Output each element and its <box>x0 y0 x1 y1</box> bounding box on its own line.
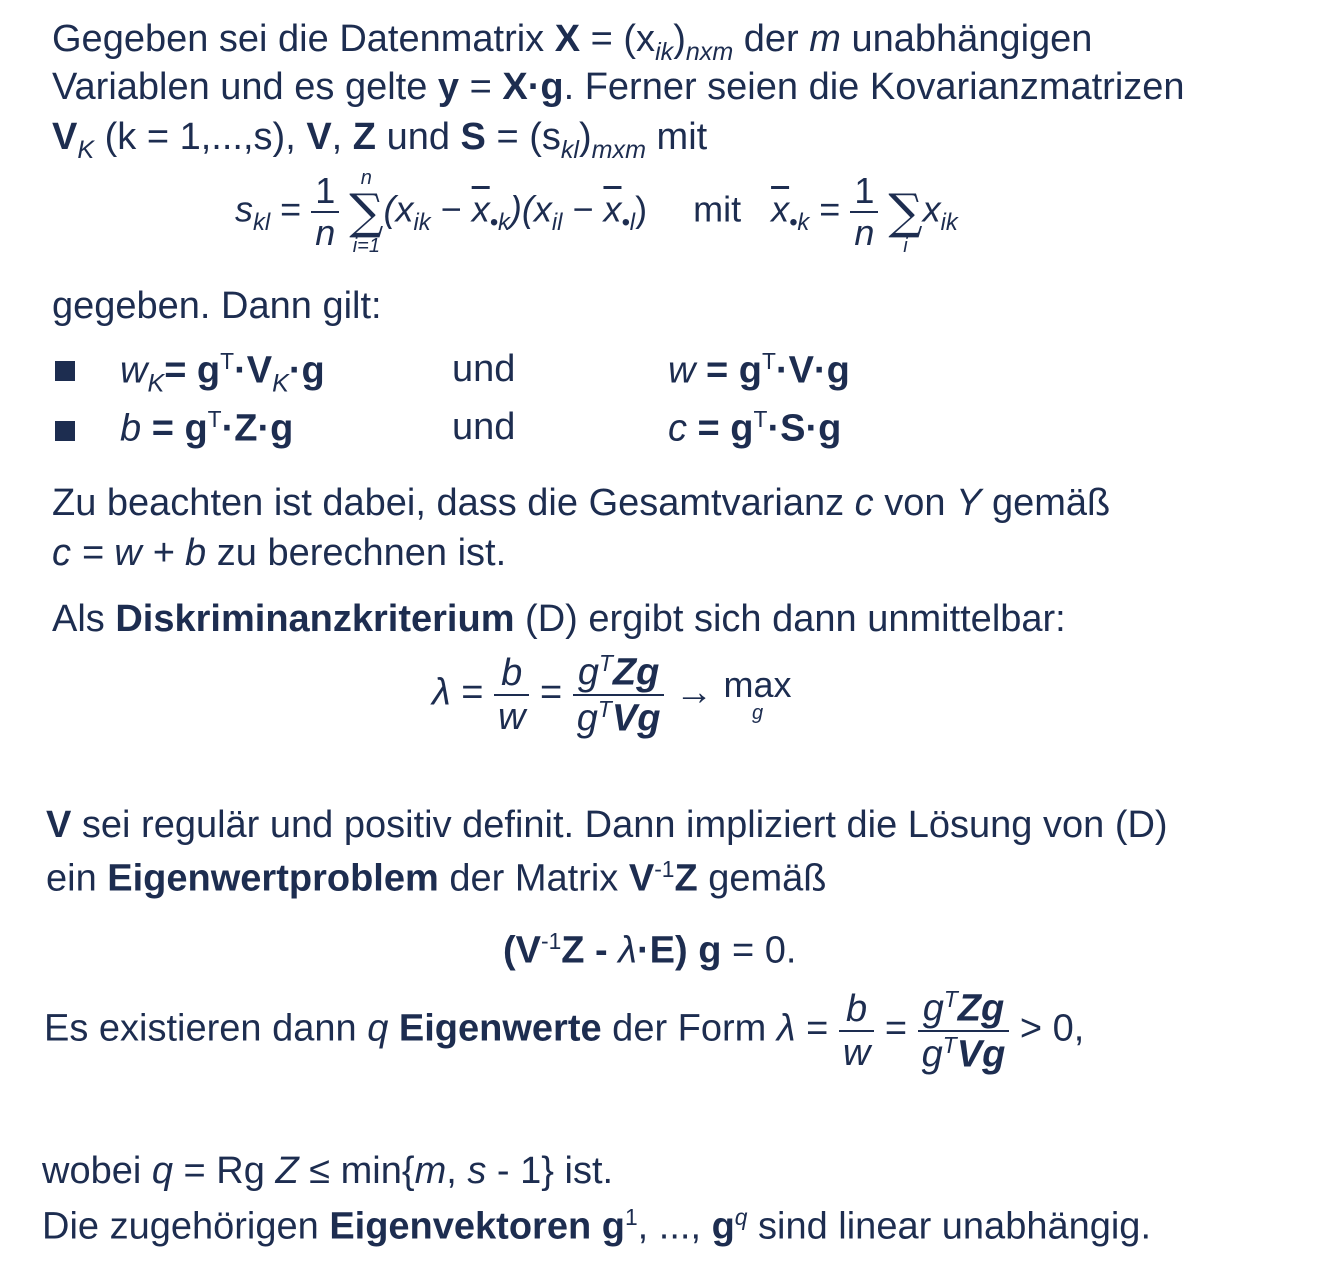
text: , <box>331 116 353 158</box>
text: = (x <box>580 18 656 60</box>
product-Xg: X·g <box>502 66 564 108</box>
numerator: 1 <box>854 170 875 211</box>
text: unabhängigen <box>840 18 1093 60</box>
bullet-row-2 <box>55 410 75 448</box>
subscript: il <box>551 208 563 236</box>
text: ) <box>635 188 648 230</box>
matrix-X: X <box>554 18 581 60</box>
subscript: kl <box>560 135 579 164</box>
exist-line <box>44 986 1085 1076</box>
gegeben-line: gegeben. Dann gilt: <box>52 285 382 327</box>
text: = <box>270 188 312 230</box>
row2-und: und <box>452 406 516 448</box>
text: (k = 1,...,s), <box>94 116 307 158</box>
text: x <box>922 188 941 230</box>
max: max <box>723 663 792 705</box>
intro-line-1 <box>52 20 1092 65</box>
numerator: b <box>501 651 523 694</box>
subscript: ik <box>413 208 431 236</box>
text: = <box>459 66 503 108</box>
bullet-square-icon <box>55 361 75 381</box>
superscript: T <box>220 348 235 374</box>
text: Die zugehörigen <box>42 1205 330 1248</box>
vector-g: g <box>601 1205 625 1248</box>
bullet-row-1 <box>55 350 75 388</box>
var-c: c <box>854 482 874 524</box>
text: mit <box>645 116 708 158</box>
text: > 0, <box>1009 1007 1085 1050</box>
lambda-formula <box>432 650 792 740</box>
matrix-S: S <box>460 116 486 158</box>
equation: c = w + b <box>52 532 207 574</box>
text: ≤ min{ <box>298 1150 415 1192</box>
matrix-V: V <box>46 804 72 846</box>
matrix-V: V <box>52 116 78 158</box>
denominator: n <box>850 211 878 251</box>
g: g <box>576 697 598 740</box>
g: g <box>921 1033 943 1076</box>
subscript: •k <box>489 208 510 236</box>
numerator <box>919 988 1009 1030</box>
criterion-line <box>52 600 1066 638</box>
text: ·V·g <box>775 349 850 392</box>
text: wobei <box>42 1150 152 1192</box>
bullet-square-icon <box>55 421 75 441</box>
subscript: K <box>272 369 289 398</box>
intro-line-2 <box>52 68 1185 106</box>
text: = g <box>141 407 208 450</box>
var-s: s <box>235 188 253 230</box>
numerator: b <box>846 987 868 1030</box>
text: = Rg <box>172 1150 276 1192</box>
text: = <box>450 671 495 714</box>
text: gemäß <box>697 857 827 900</box>
vector-y: y <box>437 66 460 108</box>
text <box>388 1008 399 1050</box>
vector-g: g <box>698 929 722 972</box>
row2-right <box>668 408 841 448</box>
superscript: 1 <box>624 1204 638 1230</box>
matrix-V: V <box>306 116 332 158</box>
text: = <box>529 671 573 714</box>
text: = <box>795 1007 839 1050</box>
text: der <box>733 18 810 60</box>
var-m: m <box>809 18 841 60</box>
fraction-1-n <box>850 170 878 253</box>
numerator: 1 <box>315 170 336 211</box>
subscript: K <box>77 135 95 164</box>
text: der Form <box>601 1007 777 1050</box>
lambda: λ <box>432 671 451 714</box>
text: Gegeben sei die Datenmatrix <box>52 18 555 60</box>
superscript: T <box>597 695 612 722</box>
text: mit <box>693 188 742 230</box>
superscript: T <box>943 986 958 1012</box>
max-sub: g <box>751 701 764 724</box>
fraction-b-w <box>494 651 529 738</box>
fraction-gZg-gVg <box>573 650 665 740</box>
var-c: c <box>668 407 687 450</box>
text: Es existieren dann <box>44 1007 368 1050</box>
sum-lower: i <box>903 235 908 257</box>
term-eigenvektoren: Eigenvektoren <box>329 1205 592 1248</box>
text: = g <box>695 349 762 392</box>
term-diskriminanzkriterium: Diskriminanzkriterium <box>115 598 515 640</box>
text: sei regulär und positiv definit. Dann impliziert die Lösung von (D) <box>71 804 1168 846</box>
text: , ..., <box>637 1205 712 1248</box>
g: g <box>922 987 944 1030</box>
superscript: -1 <box>541 928 562 954</box>
var-m: m <box>414 1150 447 1192</box>
text: = g <box>164 349 221 392</box>
text: gemäß <box>981 482 1111 524</box>
superscript: T <box>598 650 613 676</box>
var-q: q <box>151 1150 173 1192</box>
formula-skl <box>235 168 958 256</box>
Zg: Zg <box>957 987 1005 1030</box>
text: = <box>874 1007 918 1050</box>
lambda: λ <box>776 1007 796 1050</box>
var-b: b <box>120 407 142 450</box>
text: - 1} ist. <box>486 1150 614 1192</box>
xbar: $\overline{x}$ <box>771 188 790 230</box>
note-line-2 <box>52 534 506 572</box>
text: , <box>446 1150 468 1192</box>
regular-line-2 <box>46 858 827 898</box>
note-line-1 <box>52 484 1110 522</box>
text: = (s <box>485 116 561 158</box>
text: Zu beachten ist dabei, dass die Gesamtvarianz <box>52 482 855 524</box>
xbar: $\overline{x}$ <box>471 188 490 230</box>
text: − <box>430 188 472 230</box>
text: ·g <box>288 349 325 392</box>
subscript: K <box>147 369 165 398</box>
text: ) <box>673 18 686 60</box>
var-w: w <box>668 349 696 392</box>
text: = g <box>687 407 754 450</box>
text: = <box>809 188 851 230</box>
subscript: •l <box>621 208 636 236</box>
matrix-Z: Z <box>674 857 698 900</box>
g: g <box>577 651 599 694</box>
subscript: ik <box>940 208 958 236</box>
subscript: nxm <box>685 37 734 66</box>
Vg: Vg <box>611 697 661 740</box>
text: ·Z·g <box>221 407 294 450</box>
text: (V <box>503 929 541 972</box>
text: ·V <box>234 349 273 392</box>
text <box>591 1206 602 1248</box>
text: und <box>376 116 461 158</box>
superscript: T <box>207 406 222 432</box>
var-q: q <box>367 1007 389 1050</box>
denominator: w <box>839 1030 874 1072</box>
arrow: → <box>664 671 724 714</box>
superscript: T <box>761 348 776 374</box>
subscript: kl <box>253 208 271 236</box>
subscript: mxm <box>591 135 646 164</box>
term-eigenwerte: Eigenwerte <box>398 1007 602 1050</box>
text: Als <box>52 598 116 640</box>
text: von <box>873 482 957 524</box>
text: Variablen und es gelte <box>52 66 438 108</box>
row1-und: und <box>452 348 516 390</box>
denominator: n <box>311 211 339 251</box>
regular-line-1 <box>46 806 1168 844</box>
sum-symbol <box>888 168 922 256</box>
text: )(x <box>509 188 552 230</box>
text: ) <box>579 116 592 158</box>
Vg: Vg <box>956 1033 1006 1076</box>
term-eigenwertproblem: Eigenwertproblem <box>107 857 439 900</box>
var-w: w <box>120 349 148 392</box>
superscript: -1 <box>654 856 675 882</box>
sum-symbol <box>349 168 383 256</box>
intro-line-3 <box>52 118 707 163</box>
denominator <box>573 694 665 738</box>
last-line <box>42 1206 1151 1246</box>
text: sind linear unabhängig. <box>747 1205 1151 1248</box>
vector-g: g <box>711 1205 735 1248</box>
matrix-Z: Z <box>352 116 377 158</box>
fraction-1-n <box>311 170 339 253</box>
Zg: Zg <box>612 651 660 694</box>
row1-left <box>120 350 325 397</box>
text: Z - <box>561 929 619 972</box>
numerator <box>574 652 664 694</box>
eigen-equation <box>503 930 796 970</box>
row1-right <box>668 350 850 390</box>
xbar: $\overline{x}$ <box>603 188 622 230</box>
text: der Matrix <box>438 857 629 900</box>
row2-left <box>120 408 293 448</box>
fraction-b-w <box>839 987 874 1074</box>
text: (D) ergibt sich dann unmittelbar: <box>514 598 1066 640</box>
text: ·E) <box>636 929 699 972</box>
text: . Ferner seien die Kovarianzmatrizen <box>563 66 1185 108</box>
subscript: ik <box>655 37 674 66</box>
denominator <box>918 1030 1010 1074</box>
var-Z: Z <box>275 1150 299 1192</box>
var-Y: Y <box>956 482 982 524</box>
matrix-V: V <box>628 857 655 900</box>
wobei-line <box>42 1152 613 1190</box>
sum-lower: i=1 <box>352 235 380 257</box>
superscript: q <box>734 1204 748 1230</box>
superscript: T <box>942 1031 957 1058</box>
lambda: λ <box>618 929 637 972</box>
text: (x <box>383 188 414 230</box>
text: = 0. <box>721 929 797 972</box>
sigma: ∑ <box>349 184 384 240</box>
max-operator <box>723 663 792 724</box>
text: zu berechnen ist. <box>206 532 507 574</box>
denominator: w <box>494 694 529 736</box>
fraction-gZg-gVg <box>918 986 1010 1076</box>
text: ein <box>46 857 108 900</box>
text: ·S·g <box>767 407 842 450</box>
var-s: s <box>467 1150 487 1192</box>
text: − <box>562 188 604 230</box>
sum-upper: n <box>360 167 372 189</box>
sigma: ∑ <box>888 184 923 240</box>
subscript: •k <box>789 208 810 236</box>
superscript: T <box>753 406 768 432</box>
